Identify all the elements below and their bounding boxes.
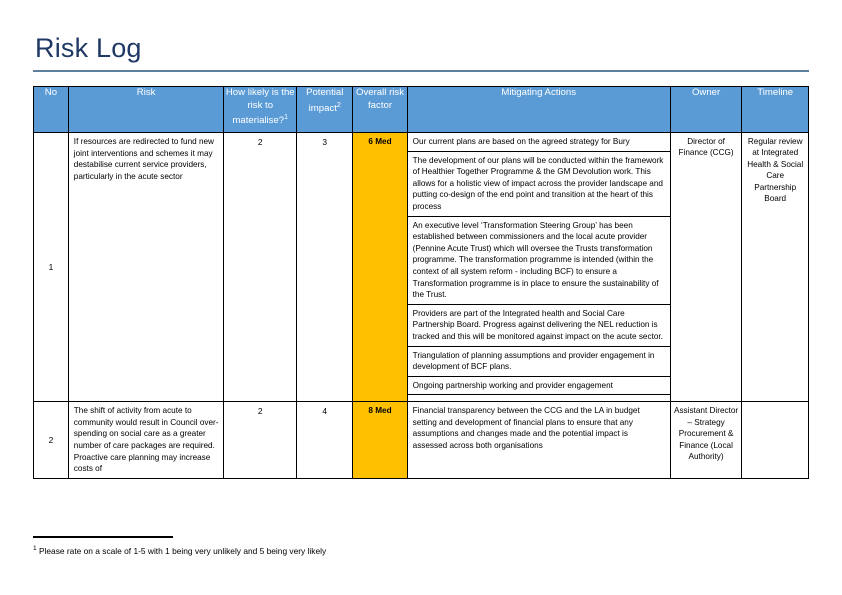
page-title: Risk Log xyxy=(35,33,142,63)
impact-score: 4 xyxy=(297,402,353,479)
mitigating-actions-cell xyxy=(407,402,670,479)
title-block xyxy=(33,32,809,72)
header-likelihood-text: How likely is the risk to materialise? xyxy=(225,87,295,127)
mitigating-action-text: An executive level ‘Transformation Steering Group’ has been established between commissioners and the local acute provider (Pennine Acute Trust) which will oversee the Trusts transformation programme. The transformation programme is intended (within the context of all system reform - including BCF) to ensure a Transformation programme is in place to ensure the sustainability of the Trust. xyxy=(408,216,670,304)
mitigating-action-text: Providers are part of the Integrated health and Social Care Partnership Board. Progress against delivering the NEL reduction is tracked and this will be monitored against impact on the acute sector. xyxy=(408,304,670,346)
mitigating-actions-list xyxy=(408,402,670,454)
title-underline xyxy=(33,70,809,72)
mitigating-action-text: Triangulation of planning assumptions and provider engagement in development of BCF plans. xyxy=(408,346,670,376)
header-impact xyxy=(297,87,353,133)
mitigating-actions-spacer xyxy=(408,395,670,402)
risk-log-table xyxy=(33,86,809,479)
impact-score: 3 xyxy=(297,133,353,402)
mitigating-action-text: Our current plans are based on the agreed strategy for Bury xyxy=(408,133,670,151)
overall-risk-factor: 6 Med xyxy=(353,133,407,402)
list-item xyxy=(408,402,670,454)
likelihood-score: 2 xyxy=(224,133,297,402)
table-row xyxy=(34,133,809,402)
mitigating-actions-list xyxy=(408,133,670,401)
header-likelihood-footnote-marker: 1 xyxy=(284,114,289,121)
likelihood-score: 2 xyxy=(224,402,297,479)
footnote-divider xyxy=(33,536,173,538)
timeline: Regular review at Integrated Health & Social Care Partnership Board xyxy=(742,133,809,402)
list-item-spacer xyxy=(408,395,670,402)
mitigating-action-text: The development of our plans will be conducted within the framework of Healthier Together Programme & the GM Devolution work. This allows for a holistic view of impact across the provider landscape and putting co-design of the end point and transition at the heart of this process xyxy=(408,151,670,216)
risk-description: The shift of activity from acute to community would result in Council over-spending on social care as a greater number of care packages are required. Proactive care planning may increase costs of xyxy=(68,402,224,479)
table-row xyxy=(34,402,809,479)
row-number: 2 xyxy=(34,402,69,479)
list-item xyxy=(408,216,670,304)
list-item xyxy=(408,346,670,376)
footnote-marker: 1 xyxy=(33,544,37,552)
header-owner: Owner xyxy=(670,87,742,133)
mitigating-actions-cell xyxy=(407,133,670,402)
header-overall-risk-factor: Overall risk factor xyxy=(353,87,407,133)
overall-risk-factor: 8 Med xyxy=(353,402,407,479)
list-item xyxy=(408,304,670,346)
table-body xyxy=(34,133,809,479)
owner: Assistant Director – Strategy Procurement & Finance (Local Authority) xyxy=(670,402,742,479)
row-number: 1 xyxy=(34,133,69,402)
risk-description: If resources are redirected to fund new joint interventions and schemes it may destabilise current service providers, particularly in the acute sector xyxy=(68,133,224,402)
list-item xyxy=(408,151,670,216)
mitigating-action-text: Ongoing partnership working and provider engagement xyxy=(408,376,670,395)
header-risk: Risk xyxy=(68,87,224,133)
list-item xyxy=(408,133,670,151)
footnote xyxy=(33,543,433,557)
header-mitigating-actions: Mitigating Actions xyxy=(407,87,670,133)
header-timeline: Timeline xyxy=(742,87,809,133)
footnote-block xyxy=(33,536,433,556)
footnote-text: Please rate on a scale of 1-5 with 1 being very unlikely and 5 being very likely xyxy=(38,545,327,556)
owner: Director of Finance (CCG) xyxy=(670,133,742,402)
header-row xyxy=(34,87,809,133)
mitigating-action-text: Financial transparency between the CCG and the LA in budget setting and development of financial plans to ensure that any assumptions and changes made and the potential impact is assessed across both organisations xyxy=(412,406,640,451)
table-header xyxy=(34,87,809,133)
header-impact-footnote-marker: 2 xyxy=(336,101,341,109)
list-item xyxy=(408,376,670,395)
header-impact-text: Potential impact xyxy=(306,87,344,114)
header-likelihood xyxy=(224,87,297,133)
timeline xyxy=(742,402,809,479)
header-no: No xyxy=(34,87,69,133)
